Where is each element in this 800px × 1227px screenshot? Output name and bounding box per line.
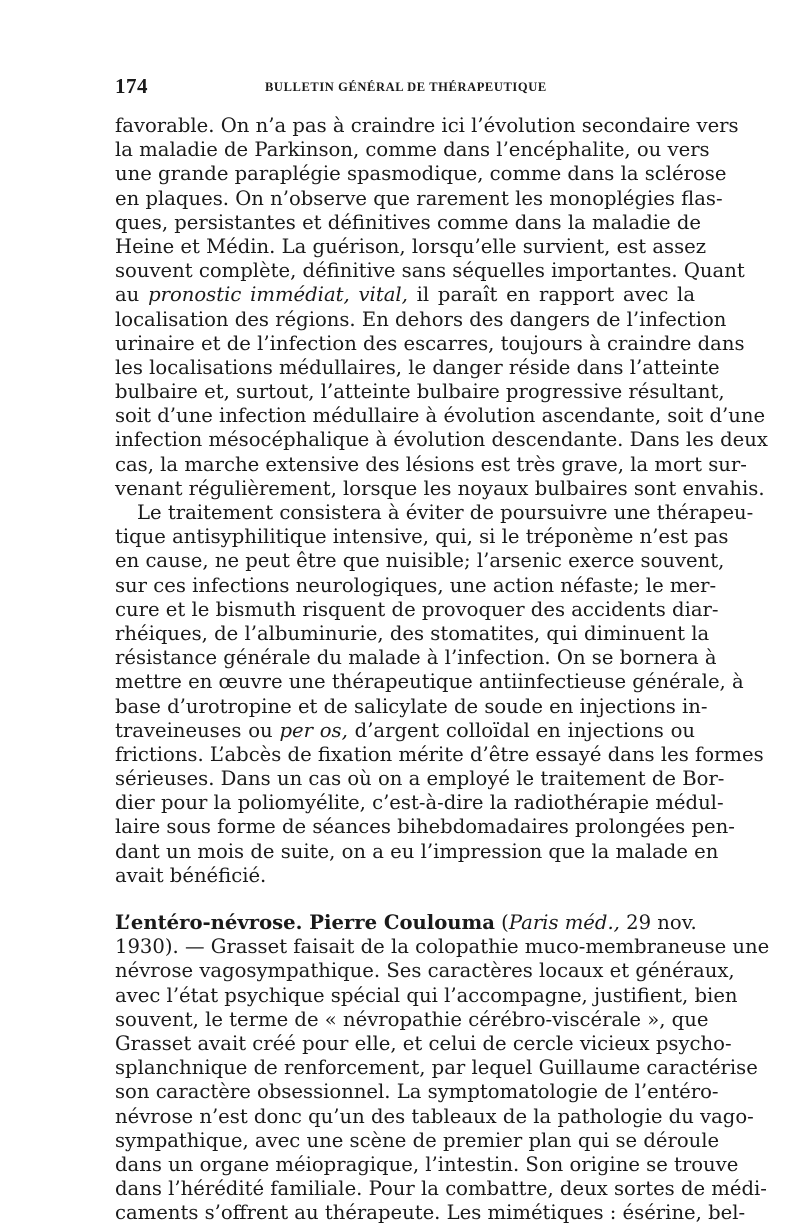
text-line: dant un mois de suite, on a eu l’impression que la malade en <box>115 839 719 863</box>
text-line: infection mésocéphalique à évolution descendante. Dans les deux <box>115 428 768 452</box>
text-line: 1930). — Grasset faisait de la colopathie muco-membraneuse une <box>115 935 770 959</box>
text-line: en cause, ne peut être que nuisible; l’arsenic exerce souvent, <box>115 549 725 573</box>
text-line <box>115 283 695 307</box>
text-line <box>115 911 695 935</box>
text-line: une grande paraplégie spasmodique, comme dans la sclérose <box>115 162 727 186</box>
text-line: la maladie de Parkinson, comme dans l’encéphalite, ou vers <box>115 138 710 162</box>
text-line: caments s’offrent au thérapeute. Les mimétiques : ésérine, bel- <box>115 1201 746 1225</box>
text-line: favorable. On n’a pas à craindre ici l’évolution secondaire vers <box>115 114 739 137</box>
text-line: laire sous forme de séances bihebdomadaires prolongées pen- <box>115 815 735 839</box>
text-line: tique antisyphilitique intensive, qui, si le tréponème n’est pas <box>115 525 729 549</box>
text-line: base d’urotropine et de salicylate de soude en injections in- <box>115 694 708 718</box>
italic-citation: Paris méd., <box>508 911 620 934</box>
text-line: sympathique, avec une scène de premier plan qui se déroule <box>115 1128 720 1152</box>
text-line: avait bénéficié. <box>115 863 267 887</box>
page-number: 174 <box>115 74 148 98</box>
text-line: les localisations médullaires, le danger réside dans l’atteinte <box>115 355 720 379</box>
paragraph-treatment <box>115 501 764 888</box>
text-line: splanchnique de renforcement, par lequel Guillaume caractérise <box>115 1056 758 1080</box>
text-run: ( <box>494 911 509 934</box>
text-run: d’argent colloïdal en injections ou <box>347 718 695 742</box>
text-line: urinaire et de l’infection des escarres, toujours à craindre dans <box>115 331 745 355</box>
text-run: 29 nov. <box>619 911 697 934</box>
text-line: névrose n’est donc qu’un des tableaux de la pathologie du vago- <box>115 1104 754 1128</box>
text-line: souvent complète, définitive sans séquelles importantes. Quant <box>115 259 745 283</box>
page-header <box>115 74 695 98</box>
article-title: L’entéro-névrose. Pierre Coulouma <box>115 911 495 934</box>
italic-term: pronostic immédiat, vital, <box>148 283 408 307</box>
text-line: rhéiques, de l’albuminurie, des stomatites, qui diminuent la <box>115 621 710 645</box>
text-line: névrose vagosympathique. Ses caractères locaux et généraux, <box>115 959 735 983</box>
text-line: bulbaire et, surtout, l’atteinte bulbaire progressive résultant, <box>115 380 725 404</box>
text-line: résistance générale du malade à l’infection. On se bornera à <box>115 646 717 670</box>
text-line: dans l’hérédité familiale. Pour la combattre, deux sortes de médi- <box>115 1177 767 1201</box>
text-line: soit d’une infection médullaire à évolution ascendante, soit d’une <box>115 404 766 428</box>
text-line <box>115 719 695 743</box>
text-line: Le traitement consistera à éviter de poursuivre une thérapeu- <box>137 501 754 524</box>
text-line: dans un organe méiopragique, l’intestin. Son origine se trouve <box>115 1152 739 1176</box>
paragraph-prognosis <box>115 114 768 501</box>
body-text <box>115 114 770 1225</box>
text-run: il paraît en rapport avec la <box>407 283 696 307</box>
text-line: cure et le bismuth risquent de provoquer des accidents diar- <box>115 597 719 621</box>
text-line: cas, la marche extensive des lésions est très grave, la mort sur- <box>115 452 747 476</box>
text-line: en plaques. On n’observe que rarement les monoplégies flas- <box>115 186 723 210</box>
text-line: sérieuses. Dans un cas où on a employé le traitement de Bor- <box>115 767 725 791</box>
text-line: souvent, le terme de « névropathie cérébro-viscérale », que <box>115 1007 709 1031</box>
running-title: BULLETIN GÉNÉRAL DE THÉRAPEUTIQUE <box>265 80 547 94</box>
text-run: au <box>115 283 149 307</box>
text-line: ques, persistantes et définitives comme dans la maladie de <box>115 210 701 234</box>
text-line: mettre en œuvre une thérapeutique antiinfectieuse générale, à <box>115 670 744 694</box>
text-line: localisation des régions. En dehors des dangers de l’infection <box>115 307 727 331</box>
text-line: son caractère obsessionnel. La symptomatologie de l’entéro- <box>115 1080 719 1104</box>
paragraph-entero-nevrose <box>115 911 770 1225</box>
text-run: traveineuses ou <box>115 718 280 742</box>
text-line: Heine et Médin. La guérison, lorsqu’elle survient, est assez <box>115 234 707 258</box>
text-line: avec l’état psychique spécial qui l’accompagne, justifient, bien <box>115 983 738 1007</box>
italic-term: per os, <box>279 718 348 742</box>
text-line: Grasset avait créé pour elle, et celui de cercle vicieux psycho- <box>115 1031 732 1055</box>
text-line: venant régulièrement, lorsque les noyaux bulbaires sont envahis. <box>115 476 765 500</box>
text-line: sur ces infections neurologiques, une action néfaste; le mer- <box>115 573 717 597</box>
text-line: frictions. L’abcès de fixation mérite d’être essayé dans les formes <box>115 742 764 766</box>
text-line: dier pour la poliomyélite, c’est-à-dire la radiothérapie médul- <box>115 791 724 815</box>
